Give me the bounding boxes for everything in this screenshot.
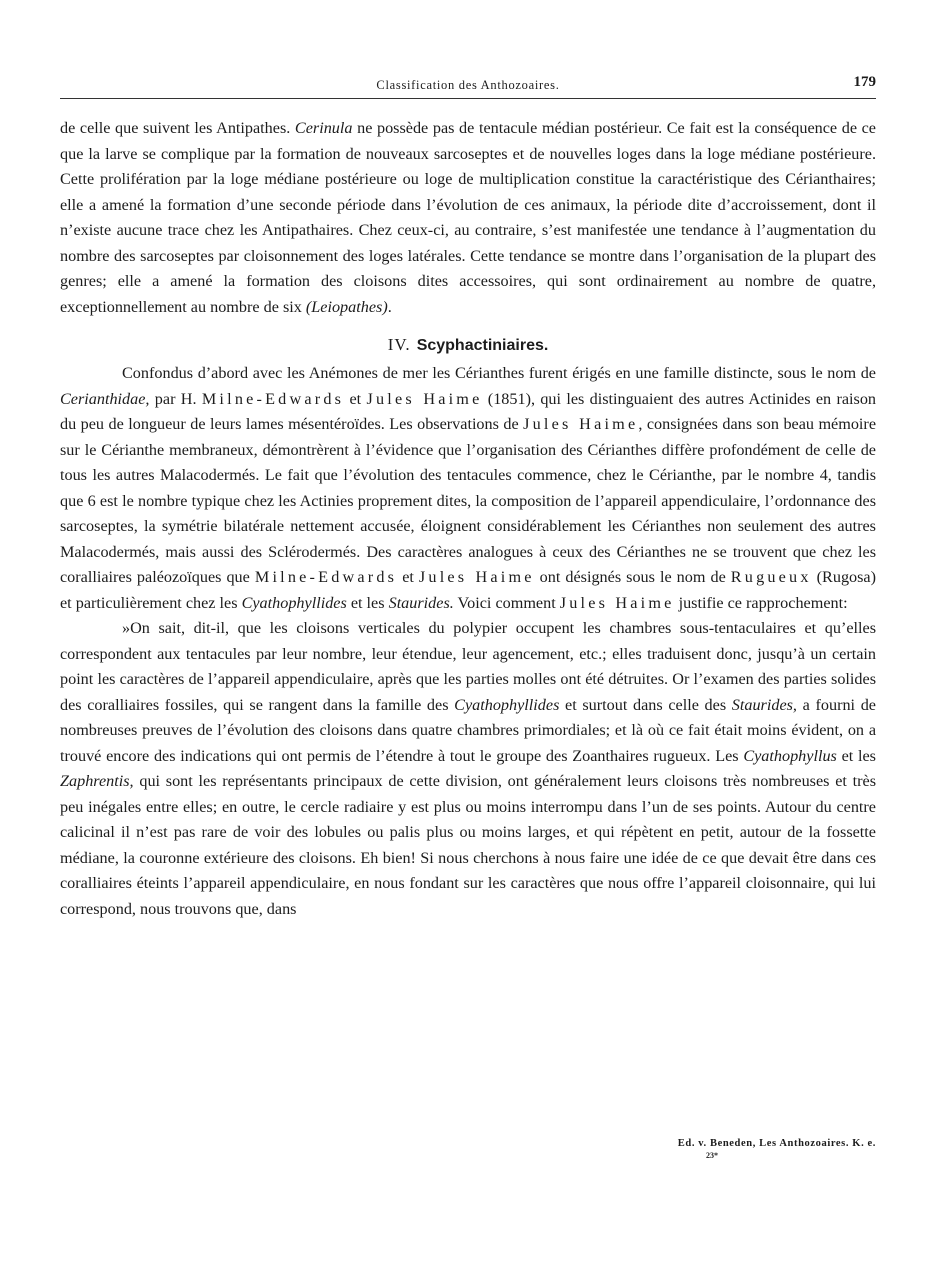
family-staurides-2: Staurides, [731, 695, 797, 714]
paragraph-1-text-1: de celle que suivent les Antipathes. [60, 119, 295, 137]
paragraph-3-text-2: et surtout dans celle des [559, 695, 732, 714]
paragraph-2-text-11: justifie ce rapprochement: [674, 593, 848, 612]
family-cyathophyllides: Cyathophyllides [241, 593, 347, 612]
paragraph-3-text-4: et les [836, 746, 876, 765]
author-jules-haime-4: Jules Haime [559, 593, 675, 612]
genus-cerinula: Cerinula [294, 119, 353, 137]
author-milne-edwards: Milne-Edwards [201, 389, 345, 408]
author-jules-haime-3: Jules Haime [418, 568, 535, 586]
paragraph-1 [60, 116, 876, 320]
paragraph-3-text-5: qui sont les représentants principaux de cette division, ont généralement leurs cloisons très nombreuses et très peu inégales entre elles; en outre, le cercle radiaire y est plus ou moins interrompu dans l’un de ses points. Autour du centre calicinal il n’est pas rare de voir des lobules ou palis plus ou moins larges, et qui répètent en petit, autour de la fossette médiane, la couronne extérieure des cloisons. Eh bien! Si nous cherchons à nous faire une idée de ce que devait être dans ces coralliaires éteints l’appareil appendiculaire, en nous fondant sur les caractères que nous offre l’appareil cloisonnaire, qui lui correspond, nous trouvons que, dans [60, 772, 876, 918]
section-number: IV. [387, 335, 411, 354]
genus-cyathophyllus: Cyathophyllus [743, 746, 837, 765]
paragraph-2-text-4: (1851), qui les distinguaient des autres Actinides en raison du peu de longueur de leurs lames mésentéroïdes. Les observations de [60, 389, 877, 433]
genus-zaphrentis: Zaphrentis, [60, 772, 134, 790]
paragraph-2-text-2: par H. [149, 389, 202, 408]
genus-leiopathes: (Leiopathes) [305, 297, 388, 316]
paragraph-2-text-3: et [344, 389, 367, 408]
paragraph-2-text-6: et [397, 568, 419, 586]
footer-attribution: Ed. v. Beneden, Les Anthozoaires. K. e. [677, 1138, 876, 1149]
paragraph-2-text-1: Confondus d’abord avec les Anémones de mer les Cérianthes furent érigés en une famille distincte, sous le nom de [122, 364, 876, 382]
section-heading [60, 333, 876, 358]
paragraph-1-text-3: . [387, 297, 392, 316]
paragraph-2-text-7: ont désignés sous le nom de [534, 568, 731, 586]
printer-signature: 23* [706, 1151, 718, 1160]
body-text [60, 116, 876, 922]
header-rule [60, 98, 876, 99]
paragraph-2-text-5: , consignées dans son beau mémoire sur le Cérianthe membraneux, démontrèrent à l’évidence que l’organisation des Cérianthes diffère profondément de celle de tous les autres Malacodermés. Le fait que l’évolution des tentacules commence, chez le Cérianthe, par le nombre 4, tandis que 6 est le nombre typique chez les Actinies proprement dites, la composition de l’appareil appendiculaire, l’ordonnance des sarcoseptes, la symétrie bilatérale nettement accusée, éloignent considérablement les Cérianthes non seulement des autres Malacodermés, mais aussi des Sclérodermés. Des caractères analogues à ceux des Cérianthes ne se trouvent que chez les coralliaires paléozoïques que [60, 415, 877, 586]
term-rugueux: Rugueux [730, 568, 812, 586]
family-cerianthidae: Cerianthidae, [60, 389, 150, 408]
paragraph-2-text-10: Voici comment [453, 593, 560, 612]
paragraph-2-text-8: (Rugosa) et particulièrement chez les [60, 568, 877, 612]
section-title: Scyphactiniaires. [416, 337, 549, 354]
paragraph-3-text-3: a fourni de nombreuses preuves de l’évolution des cloisons dans quatre chambres primordiales; et là où ce fait était moins évident, on a trouvé encore des indications qui ont permis de l’étendre à tout le groupe des Zoanthaires rugueux. Les [60, 695, 876, 765]
family-cyathophyllides-2: Cyathophyllides [454, 695, 560, 714]
author-milne-edwards-2: Milne-Edwards [254, 568, 398, 586]
running-title: Classification des Anthozoaires. [376, 78, 560, 92]
page-number: 179 [853, 74, 876, 90]
paragraph-3-text-1: »On sait, dit-il, que les cloisons verticales du polypier occupent les chambres sous-tentaculaires et qu’elles correspondent aux tentacules par leur nombre, leur étendue, leur agencement, etc.; elles traduisent donc, jusqu’à un certain point les caractères de l’appareil appendiculaire, après que les parties molles ont été détruites. Or l’examen des parties solides des coralliaires fossiles, qui se rangent dans la famille des [60, 619, 876, 714]
author-jules-haime-2: Jules Haime [523, 415, 639, 433]
paragraph-3-quote [60, 616, 876, 922]
family-staurides: Staurides. [388, 593, 454, 612]
author-jules-haime: Jules Haime [366, 389, 483, 408]
paragraph-2-text-9: et les [346, 593, 389, 612]
page-header [60, 74, 876, 98]
paragraph-2 [60, 361, 876, 616]
paragraph-1-text-2: ne possède pas de tentacule médian postérieur. Ce fait est la conséquence de ce que la larve se complique par la formation de nouveaux sarcoseptes et de nouvelles loges dans la loge médiane postérieure. Cette prolifération par la loge médiane postérieure ou loge de multiplication constitue la caractéristique des Cérianthaires; elle a amené la formation d’une seconde période dans l’évolution de ces animaux, la période dite d’accroissement, dont il n’existe aucune trace chez les Antipathaires. Chez ceux-ci, au contraire, s’est manifestée une tendance à l’augmentation du nombre des sarcoseptes par cloisonnement des loges latérales. Cette tendance se montre dans l’organisation de la plupart des genres; elle a amené la formation des cloisons dites accessoires, qui sont ordinairement au nombre de quatre, exceptionnellement au nombre de six [60, 119, 876, 316]
